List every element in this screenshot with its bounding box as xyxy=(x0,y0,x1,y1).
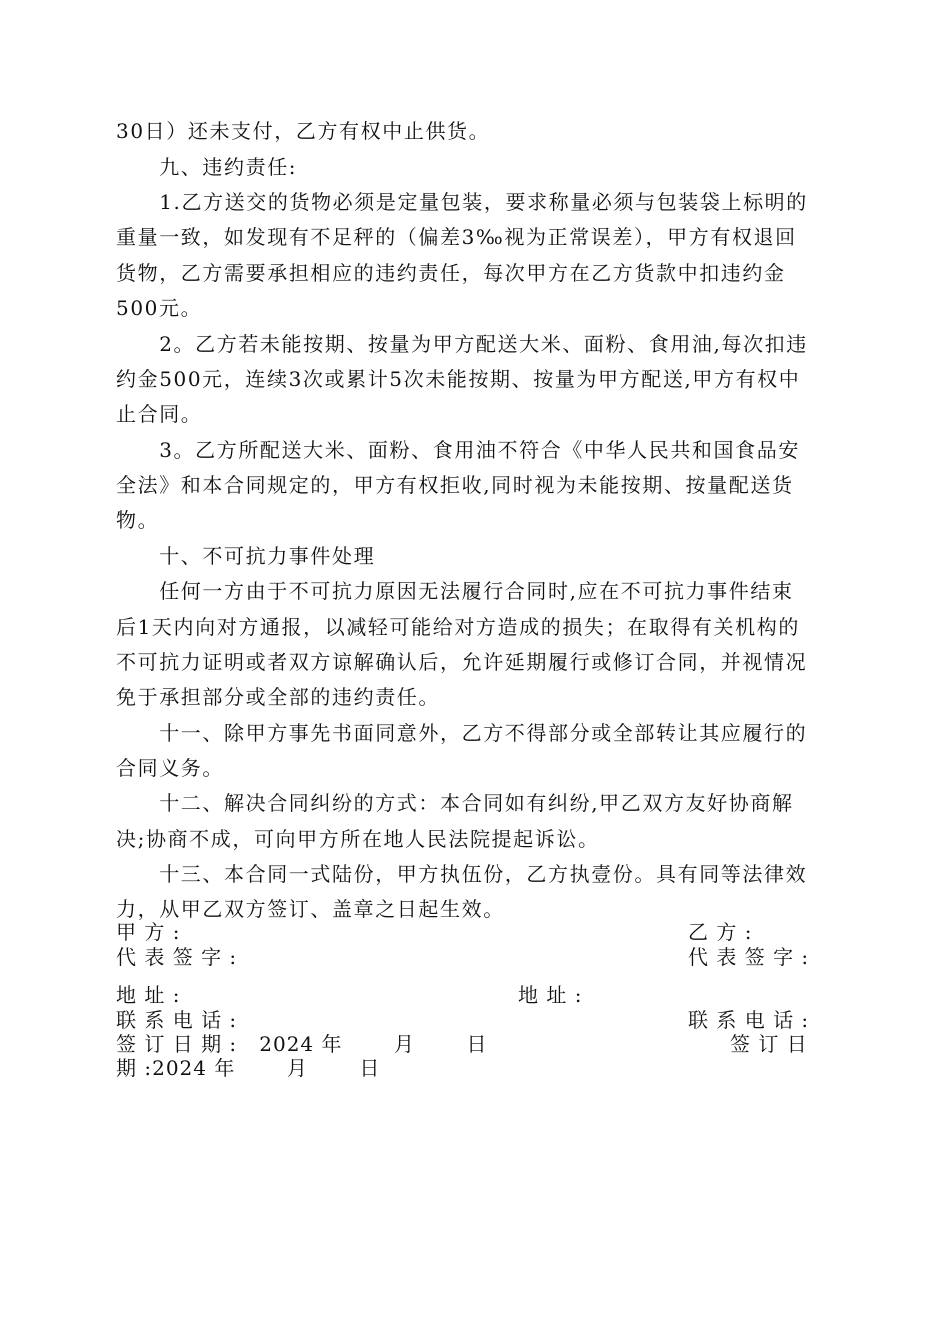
body-line: 十一、除甲方事先书面同意外，乙方不得部分或全部转让其应履行的 xyxy=(116,721,808,745)
body-line: 500元。 xyxy=(116,296,203,320)
body-line: 1.乙方送交的货物必须是定量包装，要求称量必须与包装袋上标明的 xyxy=(116,190,808,214)
body-line: 货物，乙方需要承担相应的违约责任，每次甲方在乙方货款中扣违约金 xyxy=(116,261,786,285)
party-a-label: 甲 方 : xyxy=(116,920,181,944)
party-a-sign-date: 签 订 日 期 : 2024 年 月 日 xyxy=(116,1032,488,1056)
body-line: 任何一方由于不可抗力原因无法履行合同时,应在不可抗力事件结束 xyxy=(116,579,794,603)
body-line: 十二、解决合同纠纷的方式：本合同如有纠纷,甲乙双方友好协商解 xyxy=(116,791,794,815)
body-line: 后1天内向对方通报，以减轻可能给对方造成的损失；在取得有关机构的 xyxy=(116,615,800,639)
party-b-sign-date-label: 签 订 日 xyxy=(730,1032,808,1056)
body-line: 不可抗力证明或者双方谅解确认后，允许延期履行或修订合同，并视情况 xyxy=(116,650,808,674)
body-line: 2。乙方若未能按期、按量为甲方配送大米、面粉、食用油,每次扣违 xyxy=(116,332,808,356)
body-line: 力，从甲乙双方签订、盖章之日起生效。 xyxy=(116,897,505,921)
body-line: 全法》和本合同规定的，甲方有权拒收,同时视为未能按期、按量配送货 xyxy=(116,473,794,497)
section-heading: 十、不可抗力事件处理 xyxy=(116,544,376,568)
body-line: 止合同。 xyxy=(116,402,203,426)
party-a-phone-label: 联 系 电 话 : xyxy=(116,1008,238,1032)
body-line: 3。乙方所配送大米、面粉、食用油不符合《中华人民共和国食品安 xyxy=(116,438,800,462)
party-b-representative-label: 代 表 签 字 : xyxy=(688,945,810,969)
body-line: 决;协商不成，可向甲方所在地人民法院提起诉讼。 xyxy=(116,827,600,851)
party-a-address-label: 地 址 : xyxy=(116,983,181,1007)
party-b-phone-label: 联 系 电 话 : xyxy=(688,1008,810,1032)
body-line: 物。 xyxy=(116,508,160,532)
body-line: 30日）还未支付，乙方有权中止供货。 xyxy=(116,119,491,143)
section-heading: 九、违约责任: xyxy=(116,155,298,179)
party-b-sign-date: 期 :2024 年 月 日 xyxy=(116,1056,381,1080)
body-line: 免于承担部分或全部的违约责任。 xyxy=(116,685,440,709)
body-line: 重量一致，如发现有不足秤的（偏差3‰视为正常误差），甲方有权退回 xyxy=(116,225,797,249)
party-b-address-label: 地 址 : xyxy=(518,983,583,1007)
party-a-representative-label: 代 表 签 字 : xyxy=(116,945,238,969)
body-line: 十三、本合同一式陆份，甲方执伍份，乙方执壹份。具有同等法律效 xyxy=(116,862,808,886)
body-line: 合同义务。 xyxy=(116,756,224,780)
party-b-label: 乙 方 : xyxy=(688,920,753,944)
body-line: 约金500元，连续3次或累计5次未能按期、按量为甲方配送,甲方有权中 xyxy=(116,367,801,391)
